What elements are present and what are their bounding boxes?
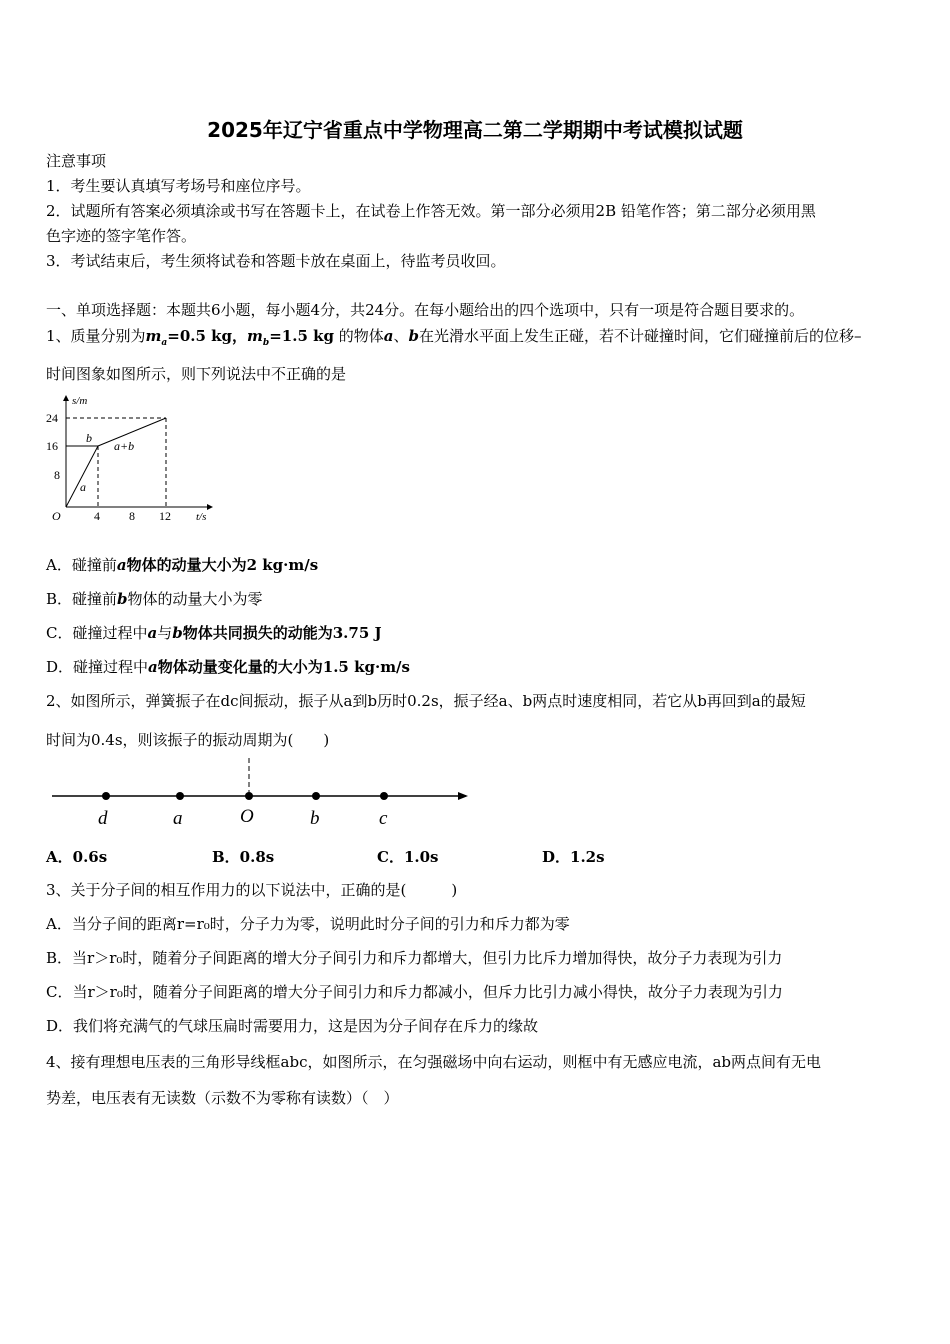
displacement-time-graph <box>40 390 240 530</box>
option-b[interactable] <box>46 589 263 609</box>
tick: 12 <box>159 509 171 523</box>
label-ab: a+b <box>114 439 135 453</box>
text: A．碰撞前 <box>46 556 117 574</box>
text: 、 <box>393 327 409 345</box>
var: b <box>408 327 420 345</box>
point-o <box>245 792 253 800</box>
text: =1.5 kg <box>269 327 334 345</box>
tick: 16 <box>46 439 58 453</box>
var: a <box>116 556 127 574</box>
tick: 8 <box>54 468 60 482</box>
question-2-stem-2: 时间为0.4s，则该振子的振动周期为( ) <box>46 731 330 749</box>
notice-item: 1．考生要认真填写考场号和座位序号。 <box>46 177 311 195</box>
question-3-stem: 3、关于分子间的相互作用力的以下说法中，正确的是( ) <box>46 881 458 899</box>
var: b <box>172 624 183 642</box>
text: =0.5 kg， <box>167 327 248 345</box>
option-a[interactable] <box>46 555 318 575</box>
notice-item: 3．考试结束后，考生须将试卷和答题卡放在桌面上，待监考员收回。 <box>46 252 506 270</box>
text: C．碰撞过程中 <box>46 624 148 642</box>
question-2-stem: 2、如图所示，弹簧振子在dc间振动，振子从a到b历时0.2s，振子经a、b两点时速度相同，若它从b再回到a的最短 <box>46 692 806 710</box>
var: a <box>383 327 394 345</box>
arrow-icon <box>458 792 468 800</box>
var: m <box>145 327 162 345</box>
option-c[interactable] <box>46 623 382 643</box>
section-heading: 一、单项选择题：本题共6小题，每小题4分，共24分。在每小题给出的四个选项中，只有一项是符合题目要求的。 <box>46 301 805 319</box>
option-a[interactable]: A．当分子间的距离r=r₀时，分子力为零，说明此时分子间的引力和斥力都为零 <box>46 915 570 933</box>
var: m <box>247 327 263 345</box>
notice-item: 色字迹的签字笔作答。 <box>46 227 197 245</box>
y-label: s/m <box>72 395 88 407</box>
line-a <box>66 446 98 507</box>
text: D．碰撞过程中 <box>46 658 149 676</box>
option-d[interactable] <box>46 657 410 677</box>
tick: 8 <box>129 509 135 523</box>
label: b <box>310 808 320 829</box>
notice-item: 2．试题所有答案必须填涂或书写在答题卡上，在试卷上作答无效。第一部分必须用2B 铅笔作答；第二部分必须用黑 <box>46 202 816 220</box>
text: 在光滑水平面上发生正碰，若不计碰撞时间，它们碰撞前后的位移– <box>419 327 862 345</box>
option-b[interactable]: B．0.8s <box>212 848 275 866</box>
option-a[interactable]: A．0.6s <box>46 848 108 866</box>
point-c <box>380 792 388 800</box>
label: d <box>98 808 108 829</box>
text: 物体的动量大小为2 kg·m/s <box>126 556 319 574</box>
option-b[interactable]: B．当r＞r₀时，随着分子间距离的增大分子间引力和斥力都增大，但引力比斥力增加得快，故分子力表现为引力 <box>46 949 783 967</box>
text: 与 <box>157 624 173 642</box>
tick: 4 <box>94 509 100 523</box>
text: 的物体 <box>338 327 384 345</box>
text: 物体的动量大小为零 <box>127 590 263 608</box>
option-c[interactable]: C．1.0s <box>377 848 439 866</box>
tick: 24 <box>46 411 58 425</box>
question-4-stem: 4、接有理想电压表的三角形导线框abc，如图所示，在匀强磁场中向右运动，则框中有无感应电流，ab两点间有无电 <box>46 1053 822 1071</box>
var: a <box>147 624 158 642</box>
point-d <box>102 792 110 800</box>
var: b <box>117 590 128 608</box>
var: a <box>161 338 168 348</box>
origin: O <box>52 509 61 523</box>
oscillator-diagram <box>46 756 476 836</box>
question-4-stem-2: 势差，电压表有无读数（示数不为零称有读数）（ ） <box>46 1089 399 1107</box>
label-a: a <box>80 480 86 494</box>
question-1-stem <box>46 326 862 353</box>
label: O <box>240 806 254 827</box>
option-d[interactable]: D．1.2s <box>542 848 605 866</box>
question-1-stem-2: 时间图象如图所示，则下列说法中不正确的是 <box>46 365 347 383</box>
label: a <box>173 808 183 829</box>
label: c <box>379 808 388 829</box>
point-b <box>312 792 320 800</box>
text: 1、质量分别为 <box>46 327 146 345</box>
point-a <box>176 792 184 800</box>
notice-heading: 注意事项 <box>46 152 107 170</box>
text: 物体动量变化量的大小为1.5 kg·m/s <box>157 658 410 676</box>
text: B．碰撞前 <box>46 590 118 608</box>
x-label: t/s <box>196 511 207 523</box>
page-title: 2025年辽宁省重点中学物理高二第二学期期中考试模拟试题 <box>207 118 743 142</box>
option-d[interactable]: D．我们将充满气的气球压扁时需要用力，这是因为分子间存在斥力的缘故 <box>46 1017 539 1035</box>
option-c[interactable]: C．当r＞r₀时，随着分子间距离的增大分子间引力和斥力都减小，但斥力比引力减小得快，故分子力表现为引力 <box>46 983 783 1001</box>
label-b: b <box>86 431 92 445</box>
var: b <box>262 338 270 348</box>
var: a <box>148 658 158 676</box>
text: 物体共同损失的动能为3.75 J <box>182 624 382 642</box>
